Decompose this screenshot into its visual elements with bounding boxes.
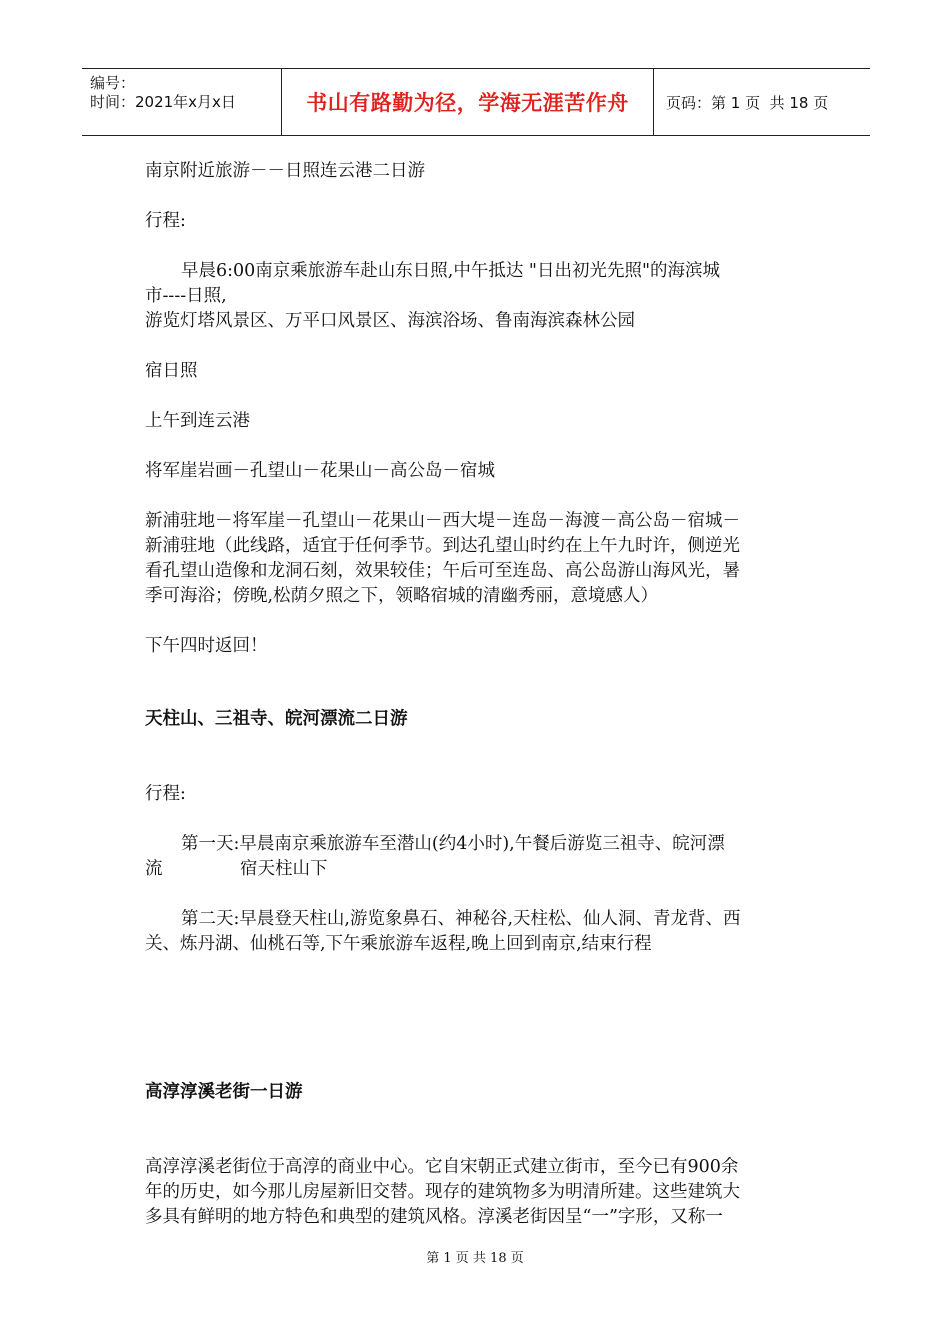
- document-header: [82, 68, 870, 136]
- section1-route: 将军崖岩画－孔望山－花果山－高公岛－宿城: [145, 461, 495, 481]
- section3-title: 高淳淳溪老街一日游: [145, 1082, 303, 1102]
- header-info-cell: [82, 69, 282, 135]
- section1-route-detail-3: 看孔望山造像和龙洞石刻，效果较佳；午后可至连岛、高公岛游山海风光，暑: [145, 561, 740, 581]
- section1-route-detail-2: 新浦驻地（此线路，适宜于任何季节。到达孔望山时约在上午九时许，侧逆光: [145, 536, 740, 556]
- motto-cell: [282, 69, 654, 135]
- date-label: 时间：2021年x月x日: [90, 93, 236, 111]
- section3-line1: 高淳淳溪老街位于高淳的商业中心。它自宋朝正式建立街市，至今已有900余: [145, 1157, 739, 1177]
- section1-title: 南京附近旅游－－日照连云港二日游: [145, 161, 425, 181]
- section1-return: 下午四时返回！: [145, 636, 268, 656]
- section2-day1-line2a: 流: [145, 859, 163, 879]
- section1-route-detail-4: 季可海浴；傍晚,松荫夕照之下，领略宿城的清幽秀丽，意境感人）: [145, 586, 659, 606]
- section2-itinerary-label: 行程:: [145, 784, 186, 804]
- motto-text: 书山有路勤为径，学海无涯苦作舟: [306, 91, 629, 115]
- section2-day2-line2: 关、炼丹湖、仙桃石等,下午乘旅游车返程,晚上回到南京,结束行程: [145, 934, 652, 954]
- section3-line2: 年的历史，如今那儿房屋新旧交替。现存的建筑物多为明清所建。这些建筑大: [145, 1182, 740, 1202]
- number-label: 编号：: [90, 74, 136, 92]
- section1-itinerary-label: 行程:: [145, 211, 186, 231]
- section2-title: 天柱山、三祖寺、皖河漂流二日游: [145, 709, 408, 729]
- section1-route-detail-1: 新浦驻地－将军崖－孔望山－花果山－西大堤－连岛－海渡－高公岛－宿城－: [145, 511, 740, 531]
- section2-day1-line1: 第一天:早晨南京乘旅游车至潜山(约4小时),午餐后游览三祖寺、皖河漂: [181, 834, 725, 854]
- page-info: 页码：第 1 页 共 18 页: [666, 93, 829, 112]
- section2-day1-line2b: 宿天柱山下: [240, 859, 328, 879]
- section1-morning: 上午到连云港: [145, 411, 250, 431]
- section1-day1-line2: 市----日照,: [145, 286, 227, 306]
- section2-day2-line1: 第二天:早晨登天柱山,游览象鼻石、神秘谷,天柱松、仙人洞、青龙背、西: [181, 909, 741, 929]
- section3-line3: 多具有鲜明的地方特色和典型的建筑风格。淳溪老街因呈“一”字形，又称一: [145, 1207, 723, 1227]
- page-footer: 第 1 页 共 18 页: [426, 1251, 524, 1266]
- section1-day1-line3: 游览灯塔风景区、万平口风景区、海滨浴场、鲁南海滨森林公园: [145, 311, 635, 331]
- section1-day1-line1: 早晨6:00南京乘旅游车赴山东日照,中午抵达 "日出初光先照"的海滨城: [181, 261, 721, 281]
- section1-stay: 宿日照: [145, 361, 198, 381]
